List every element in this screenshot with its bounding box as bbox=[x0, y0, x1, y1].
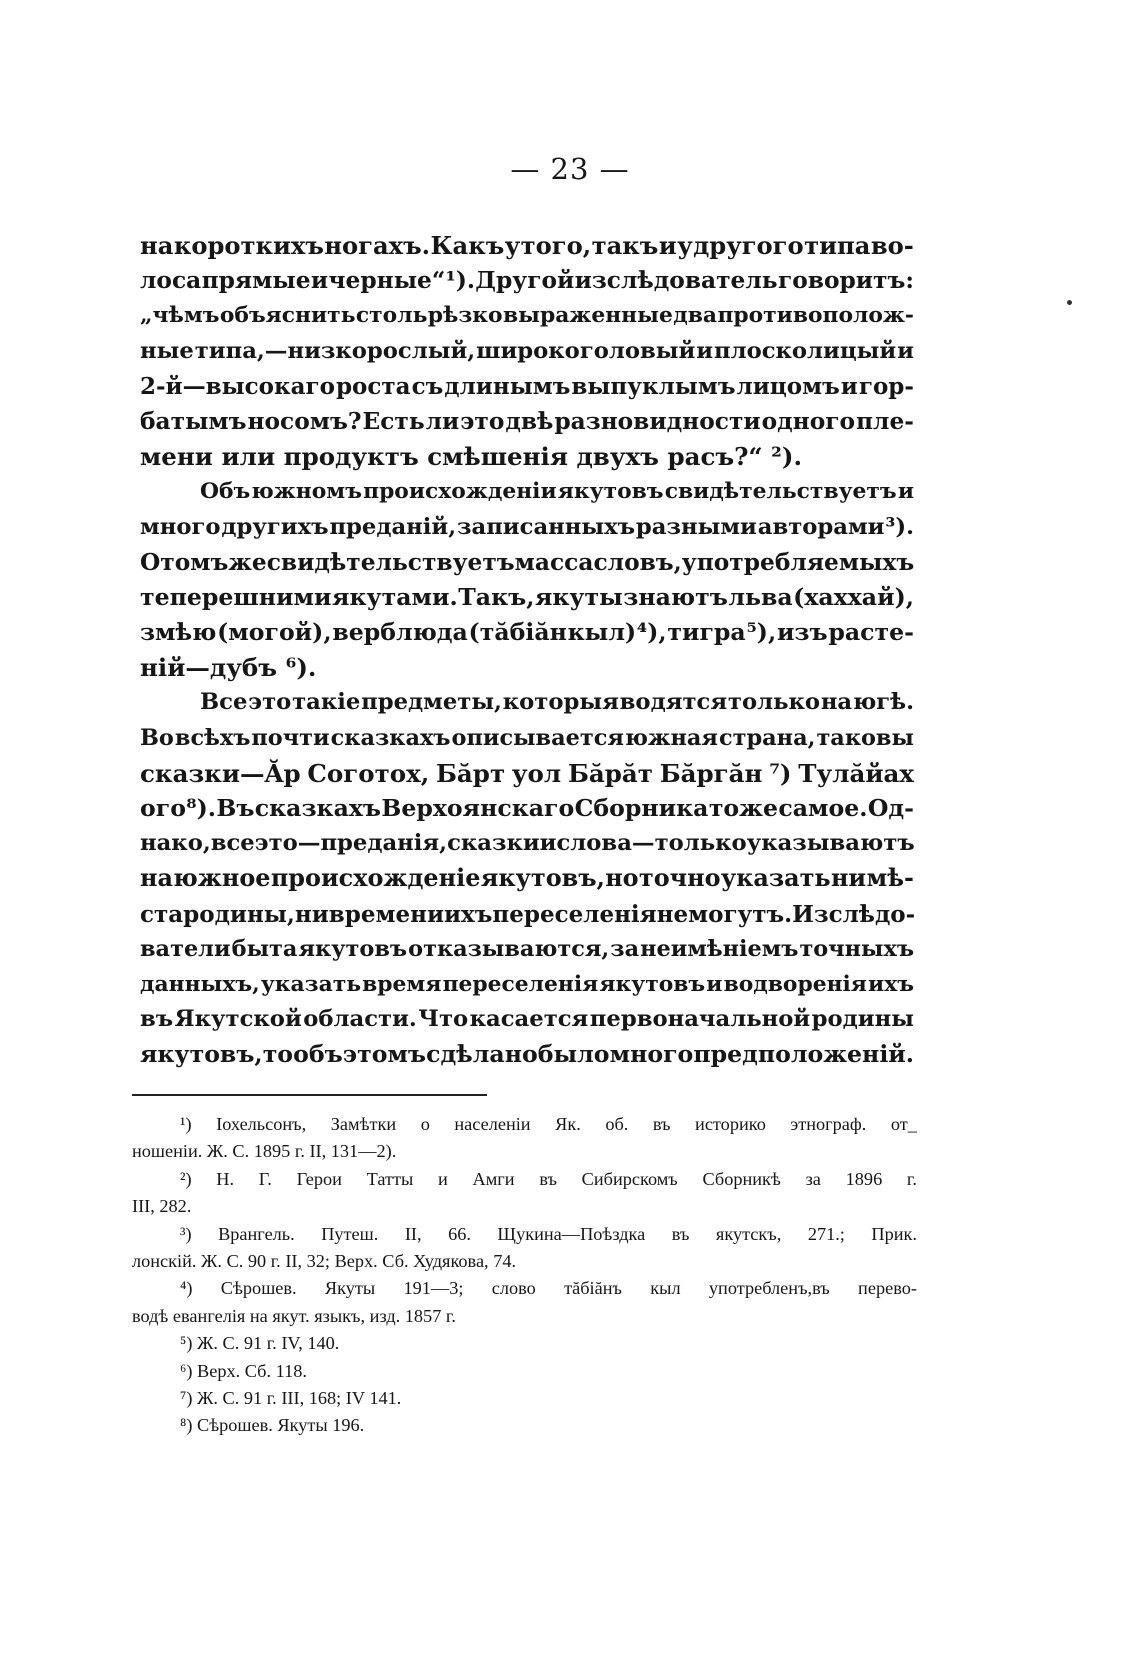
footnote-line: ⁷) Ж. С. 91 г. III, 168; IV 141. bbox=[180, 1387, 402, 1408]
text-line: лоса прямые и черные“ ¹). Другой изслѣдователь говоритъ: bbox=[140, 267, 914, 295]
text-line: сказки—Ăр Соготох, Бăрт уол Бăрăт Бăргăн ⁷) Тулăйах bbox=[140, 758, 914, 788]
text-line: ватели быта якутовъ отказываются, за неимѣніемъ точныхъ bbox=[140, 935, 914, 962]
text-line: батымъ носомъ? Есть ли это двѣ разновидности одного пле- bbox=[140, 407, 914, 435]
footnote-line: III, 282. bbox=[132, 1196, 192, 1217]
footnote-line: ⁸) Сѣрошев. Якуты 196. bbox=[180, 1415, 365, 1436]
text-line: нако, все это—преданія, сказки и слова—только указываютъ bbox=[140, 830, 915, 857]
footnote-separator bbox=[132, 1094, 487, 1096]
text-line: теперешними якутами. Такъ, якуты знаютъ льва (хаххай), bbox=[140, 582, 914, 611]
text-line: О томъ же свидѣтельствуетъ масса словъ, употребляемыхъ bbox=[140, 548, 915, 576]
text-line: ные типа,—низкорослый, широкоголовый и плосколицый и bbox=[140, 337, 914, 364]
footnote-line: ношеніи. Ж. С. 1895 г. II, 131—2). bbox=[132, 1141, 397, 1162]
text-line: мени или продуктъ смѣшенія двухъ расъ?“ ²). bbox=[140, 442, 802, 472]
footnote-line: ³) Врангель. Путеш. II, 66. Щукина—Поѣздка въ якутскъ, 271.; Прик. bbox=[180, 1223, 917, 1244]
footnote-line: ⁵) Ж. С. 91 г. IV, 140. bbox=[180, 1333, 340, 1354]
main-text bbox=[140, 228, 914, 1073]
text-line: „чѣмъ объяснить столь рѣзко выраженные два противополож- bbox=[140, 303, 914, 329]
text-line: ста родины, ни времени ихъ переселенія не могутъ. Изслѣдо- bbox=[140, 900, 916, 928]
text-line: Во всѣхъ почти сказкахъ описывается южная страна, таковы bbox=[140, 724, 914, 751]
footnote-line: ⁴) Сѣрошев. Якуты 191—3; слово тăбіăнъ кыл употребленъ,въ перево- bbox=[180, 1278, 917, 1299]
text-line: данныхъ, указать время переселенія якутовъ и водворенія ихъ bbox=[140, 971, 914, 997]
text-line: въ Якутской области. Что касается первоначальной родины bbox=[140, 1006, 914, 1033]
text-line: 2-й—высокаго роста съ длинымъ выпуклымъ лицомъ и гор- bbox=[140, 372, 914, 400]
text-line: Объ южномъ происхожденіи якутовъ свидѣтельствуетъ и bbox=[200, 479, 914, 505]
text-line: много другихъ преданій, записанныхъ разными авторами ³). bbox=[140, 513, 914, 540]
page-number: — 23 — bbox=[510, 152, 630, 186]
text-line: Все это такіе предметы, которыя водятся только на югѣ. bbox=[200, 689, 914, 716]
text-line: якутовъ, то объ этомъ сдѣлано было много предположеній. bbox=[140, 1040, 914, 1069]
text-line: ній—дубъ ⁶). bbox=[140, 653, 317, 683]
text-line: на южное происхожденіе якутовъ, но точно указать ни мѣ- bbox=[140, 864, 914, 893]
ink-speck bbox=[1066, 299, 1073, 306]
text-line: ого ⁸). Въ сказкахъ Верхоянскаго Сборника тоже самое. Од- bbox=[140, 794, 914, 822]
footnote-line: ⁶) Верх. Сб. 118. bbox=[180, 1360, 307, 1381]
text-line: змѣю (могой), верблюда (тăбіăн кыл) ⁴), тигра ⁵), изъ расте- bbox=[140, 618, 914, 647]
footnote-line: водѣ евангелія на якут. языкъ, изд. 1857 г. bbox=[132, 1305, 456, 1326]
footnotes bbox=[132, 1111, 917, 1440]
footnote-line: лонскій. Ж. С. 90 г. II, 32; Верх. Сб. Худякова, 74. bbox=[132, 1250, 517, 1271]
footnote-line: ²) Н. Г. Герои Татты и Амги въ Сибирскомъ Сборникѣ за 1896 г. bbox=[180, 1168, 917, 1189]
footnote-line: ¹) Іохельсонъ, Замѣтки о населеніи Як. об. въ историко этнограф. от_ bbox=[180, 1114, 917, 1134]
text-line: на короткихъ ногахъ. Какъ у того, такъ и у другого типа во- bbox=[140, 231, 914, 260]
